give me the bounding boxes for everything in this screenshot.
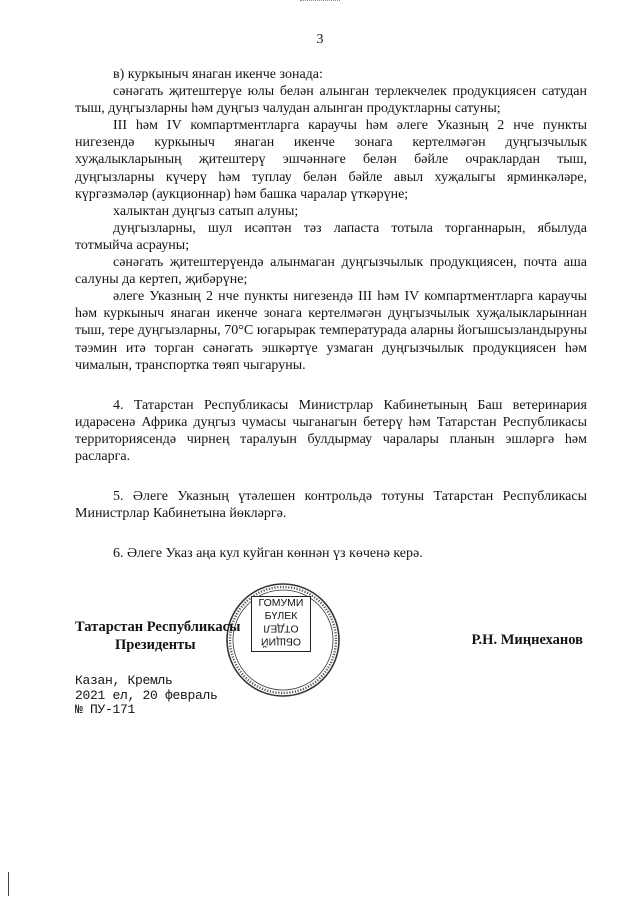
place: Казан, Кремль xyxy=(75,673,173,688)
paragraph-point-5: 5. Әлеге Указның үтәлешен контрольдә тотуны Татарстан Республикасы Министрлар Кабинетына йөкләргә. xyxy=(75,489,587,522)
paragraph-item: III һәм IV компартментларга караучы һәм әлеге Указның 2 нче пункты нигезендә куркыныч янаган икенче зонага кертелмәгән дуңгызчылык хуҗалыкларының җитештерү эшчәннәге белән бәйле очраклардан тыш, дуңгызларны күчерү һәм туплау белән бәйле авыл хуҗалыгы ярминкәләре, күргәзмәләр (аукционнар) һәм башка чаралар үткәрүне; xyxy=(75,118,587,202)
stamp-box xyxy=(251,596,311,652)
paragraph-item: әлеге Указның 2 нче пункты нигезендә III һәм IV компартментларга караучы һәм куркыныч янаган икенче зонага кертелмәгән дуңгызчылык хуҗалыкларыннан тыш, тере дуңгызларны, 70°С югарырак температурада аларны йогышсызландыруны тәэмин итә торган сәнәгать эшкәртүе узмаган дуңгызчылык продукциясен һәм чималын, транспортка төяп чыгаруны. xyxy=(75,289,587,373)
stamp-line: ГОМУМИ xyxy=(258,597,304,609)
signatory-title-line1: Татарстан Республикасы xyxy=(75,619,241,635)
paragraph-item: дуңгызларны, шул исәптән тәз лапаста тотыла торганнарын, ябылуда тотмыйча асрауны; xyxy=(75,220,587,253)
paragraph-point-6: 6. Әлеге Указ аңа кул куйган көннән үз көченә керә. xyxy=(113,546,423,562)
date: 2021 ел, 20 февраль xyxy=(75,687,218,703)
paragraph-item: сәнәгать җитештерүе юлы белән алынган терлекчелек продукциясен сатудан тыш, дуңгызларны һәм дуңгыз чалудан алынган продуктларны сатуны; xyxy=(75,84,587,117)
signatory-title xyxy=(75,618,240,654)
stamp-line: ОТДЕЛ xyxy=(263,622,299,635)
stamp-line: БҮЛЕК xyxy=(264,609,298,622)
paragraph-point-4: 4. Татарстан Республикасы Министрлар Кабинетының Баш ветеринария идарәсенә Африка дуңгыз чумасы чыганагын бетерү һәм Татарстан Республикасы территориясендә чирнең таралуын булдырмау чаралары планын эшләргә һәм расларга. xyxy=(75,397,587,464)
place-date-block xyxy=(75,674,218,718)
decree-body xyxy=(75,66,587,562)
signatory-title-line2: Президенты xyxy=(115,637,196,653)
page-number: 3 xyxy=(316,32,324,47)
paragraph-item: сәнәгать җитештерүендә алынмаган дуңгызчылык продукциясен, почта аша салуны да кертеп, җибәрүне; xyxy=(75,255,587,288)
stamp-line: ОБЩИЙ xyxy=(261,635,301,647)
paragraph-item: халыктан дуңгыз сатып алуны; xyxy=(113,203,299,219)
decree-number: № ПУ-171 xyxy=(75,702,136,717)
scan-mark-top xyxy=(300,0,340,4)
paragraph-zone-heading: в) куркыныч янаган икенче зонада: xyxy=(113,67,323,82)
scan-margin-line xyxy=(8,872,9,896)
signatory-name: Р.Н. Миңнеханов xyxy=(471,632,583,648)
